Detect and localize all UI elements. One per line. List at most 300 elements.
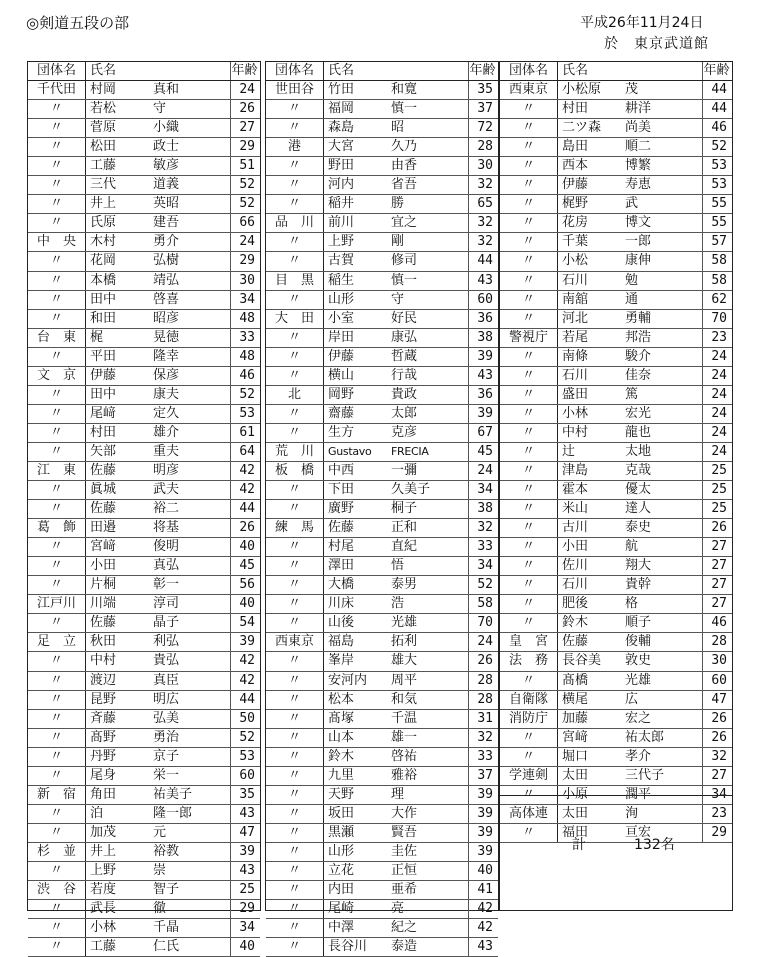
given-name-cell: 格	[625, 596, 639, 612]
given-name-cell: 勇輔	[625, 310, 652, 326]
age-cell: 24	[702, 348, 730, 366]
given-name-cell: 貴弘	[153, 653, 180, 669]
group-cell: 〃	[266, 595, 324, 613]
age-cell: 44	[468, 252, 496, 270]
group-cell: 〃	[266, 252, 324, 270]
table-row	[28, 443, 260, 462]
table-row	[266, 843, 498, 862]
surname-cell: 佐藤	[328, 520, 355, 536]
group-cell: 〃	[266, 805, 324, 823]
given-name-cell: 明広	[153, 691, 180, 707]
surname-cell: 小田	[562, 539, 589, 555]
group-cell: 世田谷	[266, 81, 324, 99]
table-row	[266, 862, 498, 881]
header-group: 団体名	[28, 62, 86, 80]
surname-cell: 丹野	[90, 748, 117, 764]
age-cell: 37	[468, 767, 496, 785]
age-cell: 43	[468, 367, 496, 385]
group-cell: 杉 並	[28, 843, 86, 861]
age-cell: 52	[230, 195, 258, 213]
age-cell: 24	[702, 386, 730, 404]
group-cell: 〃	[266, 862, 324, 880]
age-cell: 29	[230, 138, 258, 156]
table-row	[28, 786, 260, 805]
surname-cell: 中村	[562, 424, 589, 440]
given-name-cell: 正恒	[391, 862, 418, 878]
surname-cell: 小田	[90, 558, 117, 574]
group-cell: 中 央	[28, 233, 86, 251]
surname-cell: 古川	[562, 520, 589, 536]
surname-cell: 坂田	[328, 805, 355, 821]
surname-cell: 米山	[562, 501, 589, 517]
group-cell: 文 京	[28, 367, 86, 385]
age-cell: 27	[702, 557, 730, 575]
surname-cell: 村田	[562, 101, 589, 117]
surname-cell: 大宮	[328, 139, 355, 155]
table-row	[500, 272, 732, 291]
group-cell: 〃	[28, 310, 86, 328]
given-name-cell: 博文	[625, 215, 652, 231]
group-cell: 〃	[500, 138, 558, 156]
age-cell: 26	[702, 729, 730, 747]
surname-cell: 尾崎	[328, 901, 355, 917]
group-cell: 〃	[500, 214, 558, 232]
age-cell: 23	[702, 329, 730, 347]
surname-cell: 工藤	[90, 939, 117, 955]
table-row	[500, 405, 732, 424]
table-row	[500, 729, 732, 748]
group-cell: 板 橋	[266, 462, 324, 480]
given-name-cell: 龍也	[625, 424, 652, 440]
given-name-cell: 光雄	[625, 672, 652, 688]
table-row	[28, 538, 260, 557]
age-cell: 38	[468, 500, 496, 518]
table-row	[28, 843, 260, 862]
age-cell: 30	[468, 157, 496, 175]
surname-cell: 宮﨑	[562, 729, 589, 745]
group-cell: 〃	[500, 462, 558, 480]
table-row	[28, 557, 260, 576]
surname-cell: 辻	[562, 443, 576, 459]
group-cell: 〃	[500, 500, 558, 518]
group-cell: 〃	[28, 538, 86, 556]
table-row	[266, 367, 498, 386]
surname-cell: 峯岸	[328, 653, 355, 669]
group-cell: 〃	[500, 348, 558, 366]
table-row	[266, 938, 498, 957]
age-cell: 28	[468, 691, 496, 709]
given-name-cell: 尚美	[625, 120, 652, 136]
table-row	[266, 672, 498, 691]
table-row	[28, 157, 260, 176]
age-cell: 54	[230, 614, 258, 632]
surname-cell: 若度	[90, 882, 117, 898]
age-cell: 51	[230, 157, 258, 175]
surname-cell: 石川	[562, 577, 589, 593]
given-name-cell: 淳司	[153, 596, 180, 612]
age-cell: 70	[702, 310, 730, 328]
age-cell: 27	[230, 119, 258, 137]
age-cell: 24	[702, 443, 730, 461]
surname-cell: 鈴木	[562, 615, 589, 631]
group-cell: 〃	[266, 614, 324, 632]
given-name-cell: 紀之	[391, 920, 418, 936]
surname-cell: 盛田	[562, 386, 589, 402]
age-cell: 42	[468, 919, 496, 937]
age-cell: 55	[702, 214, 730, 232]
age-cell: 39	[468, 405, 496, 423]
table-row	[266, 786, 498, 805]
surname-cell: 尾身	[90, 767, 117, 783]
table-row	[500, 100, 732, 119]
age-cell: 46	[702, 119, 730, 137]
given-name-cell: 智子	[153, 882, 180, 898]
given-name-cell: 慎一	[391, 272, 418, 288]
table-row	[500, 595, 732, 614]
age-cell: 42	[230, 672, 258, 690]
surname-cell: 斉藤	[90, 710, 117, 726]
table-row	[266, 272, 498, 291]
table-row	[28, 691, 260, 710]
group-cell: 〃	[266, 424, 324, 442]
group-cell: 〃	[28, 424, 86, 442]
event-venue: 於 東京武道館	[604, 36, 709, 52]
table-row	[28, 424, 260, 443]
surname-cell: 氏原	[90, 215, 117, 231]
table-row	[266, 462, 498, 481]
given-name-cell: 慎一	[391, 101, 418, 117]
given-name-cell: 貴幹	[625, 577, 652, 593]
age-cell: 52	[468, 576, 496, 594]
given-name-cell: 久美子	[391, 482, 431, 498]
group-cell: 〃	[266, 348, 324, 366]
group-cell: 西東京	[266, 633, 324, 651]
given-name-cell: 雄一	[391, 729, 418, 745]
surname-cell: 福田	[562, 824, 589, 840]
group-cell: 〃	[266, 900, 324, 918]
given-name-cell: 直紀	[391, 539, 418, 555]
given-name-cell: 浩	[391, 596, 405, 612]
given-name-cell: 祐美子	[153, 786, 193, 802]
group-cell: 〃	[28, 195, 86, 213]
age-cell: 60	[230, 767, 258, 785]
table-row	[266, 538, 498, 557]
group-cell: 〃	[500, 405, 558, 423]
given-name-cell: 徹	[153, 901, 167, 917]
group-cell: 〃	[500, 538, 558, 556]
table-row	[266, 233, 498, 252]
surname-cell: 井上	[90, 196, 117, 212]
table-row	[500, 672, 732, 691]
group-cell: 〃	[28, 176, 86, 194]
table-row	[266, 195, 498, 214]
age-cell: 40	[230, 538, 258, 556]
given-name-cell: 元	[153, 824, 167, 840]
surname-cell: 古賀	[328, 253, 355, 269]
age-cell: 57	[702, 233, 730, 251]
age-cell: 39	[468, 348, 496, 366]
age-cell: 72	[468, 119, 496, 137]
group-cell: 〃	[28, 919, 86, 937]
given-name-cell: 康弘	[391, 329, 418, 345]
given-name-cell: 太地	[625, 443, 652, 459]
group-cell: 皇 宮	[500, 633, 558, 651]
surname-cell: 長谷美	[562, 653, 602, 669]
table-row	[500, 710, 732, 729]
surname-cell: 千葉	[562, 234, 589, 250]
given-name-cell: 一彌	[391, 462, 418, 478]
group-cell: 荒 川	[266, 443, 324, 461]
table-row	[266, 824, 498, 843]
group-cell: 高体連	[500, 805, 558, 823]
table-row	[500, 157, 732, 176]
table-row	[28, 824, 260, 843]
table-row	[500, 81, 732, 100]
given-name-cell: 重夫	[153, 443, 180, 459]
surname-cell: 齋藤	[328, 405, 355, 421]
surname-cell: 髙橋	[562, 672, 589, 688]
given-name-cell: 省吾	[391, 177, 418, 193]
group-cell: 〃	[28, 348, 86, 366]
table-row	[266, 138, 498, 157]
age-cell: 43	[468, 938, 496, 956]
age-cell: 25	[702, 481, 730, 499]
age-cell: 34	[468, 481, 496, 499]
age-cell: 53	[230, 748, 258, 766]
surname-cell: 河北	[562, 310, 589, 326]
group-cell: 〃	[28, 481, 86, 499]
age-cell: 52	[230, 729, 258, 747]
group-cell: 〃	[500, 233, 558, 251]
table-row	[500, 557, 732, 576]
table-row	[500, 767, 732, 786]
given-name-cell: 克彦	[391, 424, 418, 440]
table-row	[266, 310, 498, 329]
age-cell: 60	[468, 291, 496, 309]
given-name-cell: 周平	[391, 672, 418, 688]
age-cell: 29	[230, 900, 258, 918]
given-name-cell: 利弘	[153, 634, 180, 650]
surname-cell: 小原	[562, 786, 589, 802]
given-name-cell: 宏光	[625, 405, 652, 421]
group-cell: 〃	[266, 729, 324, 747]
given-name-cell: 祐太郎	[625, 729, 665, 745]
roster-column-2	[265, 61, 499, 955]
surname-cell: 平田	[90, 348, 117, 364]
age-cell: 45	[230, 557, 258, 575]
table-row	[28, 481, 260, 500]
surname-cell: 中村	[90, 653, 117, 669]
given-name-cell: 晃徳	[153, 329, 180, 345]
age-cell: 62	[702, 291, 730, 309]
surname-cell: 三代	[90, 177, 117, 193]
surname-cell: 伊藤	[328, 348, 355, 364]
group-cell: 学連剣	[500, 767, 558, 785]
table-header	[500, 62, 732, 81]
group-cell: 〃	[266, 786, 324, 804]
given-name-cell: 順二	[625, 139, 652, 155]
header-name-spacer	[388, 62, 468, 80]
group-cell: 〃	[500, 824, 558, 842]
group-cell: 〃	[500, 252, 558, 270]
group-cell: 〃	[500, 195, 558, 213]
table-row	[28, 348, 260, 367]
given-name-cell: 俊明	[153, 539, 180, 555]
table-row	[28, 767, 260, 786]
given-name-cell: 由香	[391, 158, 418, 174]
age-cell: 32	[468, 233, 496, 251]
surname-cell: 田中	[90, 291, 117, 307]
table-row	[28, 310, 260, 329]
given-name-cell: 昭彦	[153, 310, 180, 326]
given-name-cell: 雅裕	[391, 767, 418, 783]
age-cell: 42	[468, 900, 496, 918]
group-cell: 〃	[500, 367, 558, 385]
given-name-cell: 和気	[391, 691, 418, 707]
table-row	[28, 672, 260, 691]
header-name-spacer	[622, 62, 702, 80]
age-cell: 24	[702, 367, 730, 385]
age-cell: 48	[230, 348, 258, 366]
surname-cell: 島田	[562, 139, 589, 155]
surname-cell: 佐藤	[90, 615, 117, 631]
given-name-cell: 勉	[625, 272, 639, 288]
surname-cell: 森島	[328, 120, 355, 136]
table-row	[500, 481, 732, 500]
table-row	[266, 652, 498, 671]
age-cell: 34	[468, 557, 496, 575]
group-cell: 〃	[28, 157, 86, 175]
surname-cell: 立花	[328, 862, 355, 878]
surname-cell: 岸田	[328, 329, 355, 345]
group-cell: 〃	[28, 252, 86, 270]
age-cell: 44	[230, 500, 258, 518]
age-cell: 42	[230, 652, 258, 670]
given-name-cell: 篤	[625, 386, 639, 402]
surname-cell: 下田	[328, 482, 355, 498]
group-cell: 〃	[28, 576, 86, 594]
age-cell: 44	[230, 691, 258, 709]
group-cell: 〃	[28, 614, 86, 632]
table-row	[28, 881, 260, 900]
age-cell: 53	[702, 157, 730, 175]
group-cell: 〃	[500, 576, 558, 594]
age-cell: 39	[468, 786, 496, 804]
given-name-cell: 勇介	[153, 234, 180, 250]
group-cell: 警視庁	[500, 329, 558, 347]
surname-cell: 福岡	[328, 101, 355, 117]
group-cell: 〃	[28, 805, 86, 823]
given-name-cell: 京子	[153, 748, 180, 764]
group-cell: 〃	[266, 576, 324, 594]
total-count: 132名	[634, 837, 675, 853]
given-name-cell: 真和	[153, 82, 180, 98]
age-cell: 32	[468, 176, 496, 194]
surname-cell: 小松	[562, 253, 589, 269]
age-cell: 42	[230, 462, 258, 480]
table-row	[28, 233, 260, 252]
surname-cell: 梶野	[562, 196, 589, 212]
age-cell: 40	[230, 595, 258, 613]
surname-cell: 佐藤	[90, 462, 117, 478]
given-name-cell: 隆一郎	[153, 805, 193, 821]
surname-cell: 山本	[328, 729, 355, 745]
group-cell: 練 馬	[266, 519, 324, 537]
surname-cell: 小林	[562, 405, 589, 421]
group-cell: 千代田	[28, 81, 86, 99]
age-cell: 45	[468, 443, 496, 461]
group-cell: 〃	[28, 500, 86, 518]
surname-cell: 花岡	[90, 253, 117, 269]
given-name-cell: 宜之	[391, 215, 418, 231]
age-cell: 33	[230, 329, 258, 347]
given-name-cell: 克哉	[625, 462, 652, 478]
surname-cell: 河内	[328, 177, 355, 193]
age-cell: 32	[468, 214, 496, 232]
group-cell: 〃	[28, 691, 86, 709]
table-row	[266, 481, 498, 500]
surname-cell: 澤田	[328, 558, 355, 574]
surname-cell: 太田	[562, 767, 589, 783]
age-cell: 58	[702, 272, 730, 290]
age-cell: 25	[702, 500, 730, 518]
surname-cell: 前川	[328, 215, 355, 231]
table-row	[266, 252, 498, 271]
table-row	[500, 462, 732, 481]
surname-cell: 長谷川	[328, 939, 368, 955]
table-row	[266, 214, 498, 233]
given-name-cell: 武	[625, 196, 639, 212]
age-cell: 28	[468, 138, 496, 156]
table-row	[500, 614, 732, 633]
table-row	[500, 691, 732, 710]
surname-cell: 小室	[328, 310, 355, 326]
age-cell: 35	[468, 81, 496, 99]
group-cell: 〃	[28, 748, 86, 766]
age-cell: 26	[702, 710, 730, 728]
surname-cell: 若尾	[562, 329, 589, 345]
age-cell: 24	[702, 405, 730, 423]
group-cell: 〃	[28, 652, 86, 670]
table-row	[266, 176, 498, 195]
group-cell: 港	[266, 138, 324, 156]
table-row	[266, 291, 498, 310]
surname-cell: 石川	[562, 367, 589, 383]
table-row	[266, 405, 498, 424]
surname-cell: 佐川	[562, 558, 589, 574]
group-cell: 〃	[500, 786, 558, 804]
given-name-cell: 貴政	[391, 386, 418, 402]
surname-cell: 村尾	[328, 539, 355, 555]
given-name-cell: 行哉	[391, 367, 418, 383]
given-name-cell: 順子	[625, 615, 652, 631]
table-row	[28, 710, 260, 729]
table-row	[500, 748, 732, 767]
surname-cell: 松本	[328, 691, 355, 707]
age-cell: 39	[468, 805, 496, 823]
given-name-cell: 泰史	[625, 520, 652, 536]
group-cell: 〃	[28, 900, 86, 918]
given-name-cell: 拓利	[391, 634, 418, 650]
table-row	[266, 576, 498, 595]
age-cell: 39	[468, 843, 496, 861]
age-cell: 60	[702, 672, 730, 690]
age-cell: 46	[702, 614, 730, 632]
age-cell: 27	[702, 595, 730, 613]
given-name-cell: 定久	[153, 405, 180, 421]
age-cell: 34	[702, 786, 730, 804]
group-cell: 〃	[266, 710, 324, 728]
